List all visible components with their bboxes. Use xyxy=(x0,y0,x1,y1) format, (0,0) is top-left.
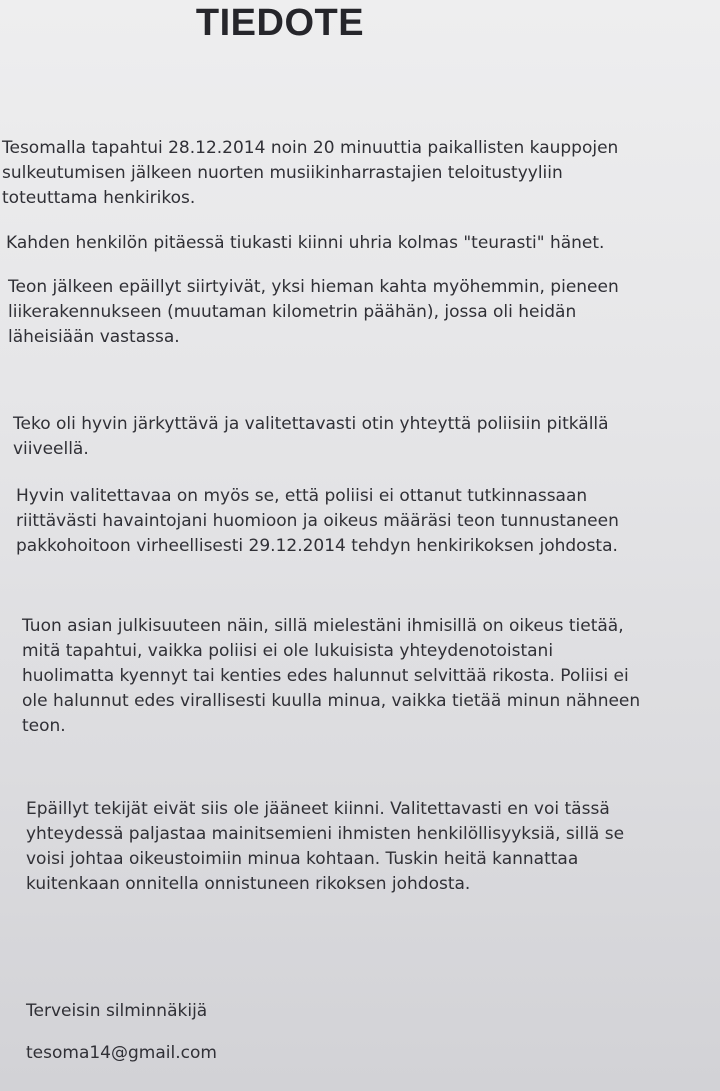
paragraph-line: Teon jälkeen epäillyt siirtyivät, yksi hieman kahta myöhemmin, pieneen xyxy=(8,277,619,297)
paragraph-line: sulkeutumisen jälkeen nuorten musiikinharrastajien teloitustyyliin xyxy=(2,163,563,183)
paragraph-line: pakkohoitoon virheellisesti 29.12.2014 tehdyn henkirikoksen johdosta. xyxy=(16,536,618,556)
paragraph-line: Hyvin valitettavaa on myös se, että poliisi ei ottanut tutkinnassaan xyxy=(16,486,588,506)
paragraph-4 xyxy=(13,412,703,462)
paragraph-line: Epäillyt tekijät eivät siis ole jääneet kiinni. Valitettavasti en voi tässä xyxy=(26,799,610,819)
paragraph-6 xyxy=(22,614,707,739)
paragraph-line: Tesomalla tapahtui 28.12.2014 noin 20 minuuttia paikallisten kauppojen xyxy=(2,138,619,158)
paragraph-line: mitä tapahtui, vaikka poliisi ei ole lukuisista yhteydenotoistani xyxy=(22,641,554,661)
paragraph-line: ole halunnut edes virallisesti kuulla minua, vaikka tietää minun nähneen xyxy=(22,691,641,711)
paragraph-line: teon. xyxy=(22,716,66,736)
paragraph-line: Tuon asian julkisuuteen näin, sillä mielestäni ihmisillä on oikeus tietää, xyxy=(22,616,624,636)
document-title: TIEDOTE xyxy=(195,2,365,44)
paragraph-1 xyxy=(2,136,702,211)
paragraph-line: Kahden henkilön pitäessä tiukasti kiinni uhria kolmas "teurasti" hänet. xyxy=(6,233,605,253)
paragraph-line: toteuttama henkirikos. xyxy=(2,188,196,208)
paragraph-2 xyxy=(6,231,706,256)
contact-email: tesoma14@gmail.com xyxy=(26,1043,217,1063)
paragraph-5 xyxy=(16,484,706,559)
paragraph-line: yhteydessä paljastaa mainitsemieni ihmisten henkilöllisyyksiä, sillä se xyxy=(26,824,625,844)
paragraph-line: kuitenkaan onnitella onnistuneen rikoksen johdosta. xyxy=(26,874,471,894)
paragraph-line: liikerakennukseen (muutaman kilometrin päähän), jossa oli heidän xyxy=(8,302,577,322)
paragraph-3 xyxy=(8,275,708,350)
paragraph-line: läheisiään vastassa. xyxy=(8,327,180,347)
signature: Terveisin silminnäkijä xyxy=(26,1001,208,1021)
paragraph-line: huolimatta kyennyt tai kenties edes halunnut selvittää rikosta. Poliisi ei xyxy=(22,666,629,686)
paragraph-line: Teko oli hyvin järkyttävä ja valitettavasti otin yhteyttä poliisiin pitkällä xyxy=(13,414,609,434)
paragraph-line: voisi johtaa oikeustoimiin minua kohtaan. Tuskin heitä kannattaa xyxy=(26,849,579,869)
paragraph-7 xyxy=(26,797,696,897)
paragraph-line: riittävästi havaintojani huomioon ja oikeus määräsi teon tunnustaneen xyxy=(16,511,619,531)
paragraph-line: viiveellä. xyxy=(13,439,89,459)
